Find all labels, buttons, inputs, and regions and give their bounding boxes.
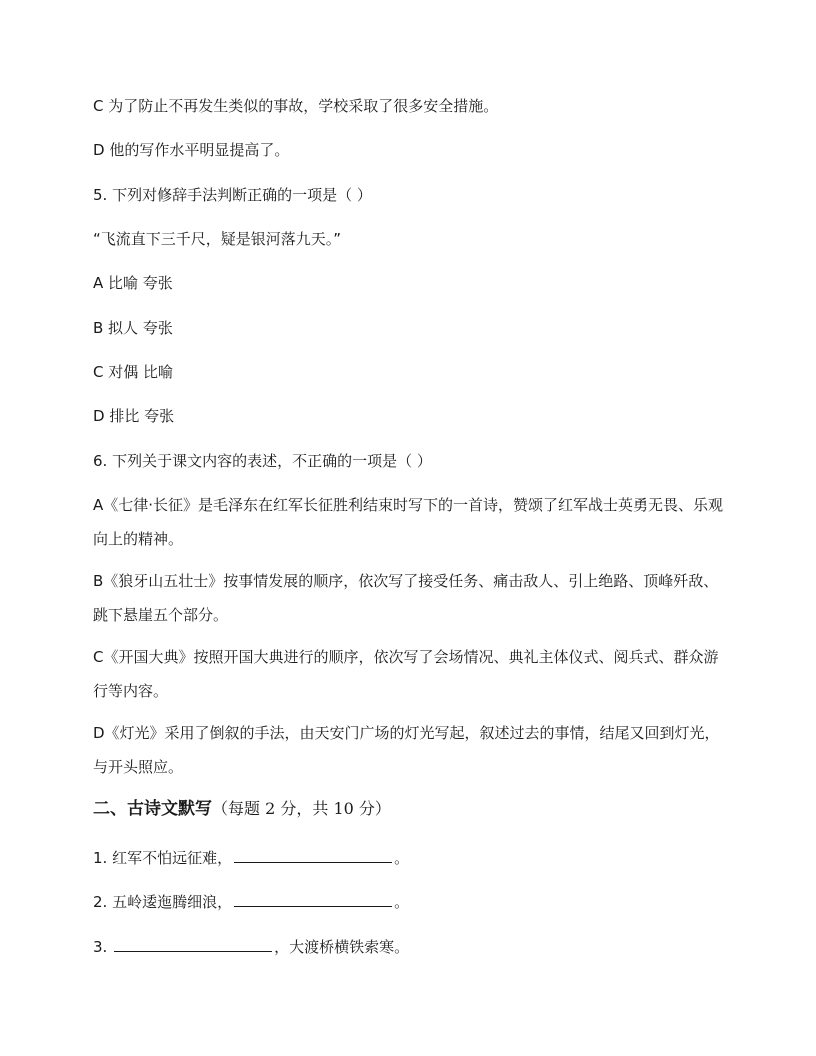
- q6-prompt: 6. 下列关于课文内容的表述，不正确的一项是（ ）: [93, 452, 432, 470]
- q5-option-d: D 排比 夸张: [93, 407, 175, 425]
- fill-q2-blank[interactable]: [234, 892, 392, 907]
- q5-option-c: C 对偶 比喻: [93, 363, 174, 381]
- q5-option-b: B 拟人 夸张: [93, 319, 173, 337]
- fill-q3: [93, 937, 733, 957]
- fill-q1-end: 。: [394, 849, 410, 867]
- fill-q1-blank[interactable]: [234, 848, 392, 863]
- fill-q1: [93, 848, 733, 868]
- q6-option-d: D《灯光》采用了倒叙的手法，由天安门广场的灯光写起，叙述过去的事情，结尾又回到灯光，与开头照应。: [93, 724, 720, 776]
- fill-q1-text: 1. 红军不怕远征难，: [93, 849, 233, 867]
- section-2-note: （每题 2 分，共 10 分）: [212, 799, 391, 818]
- q5-option-a: A 比喻 夸张: [93, 274, 173, 292]
- q6-option-c: C《开国大典》按照开国大典进行的顺序，依次写了会场情况、典礼主体仪式、阅兵式、群众游行等内容。: [93, 648, 719, 700]
- fill-q2-end: 。: [394, 893, 410, 911]
- q4-option-d: D 他的写作水平明显提高了。: [93, 141, 290, 159]
- q6-option-a: A《七律·长征》是毛泽东在红军长征胜利结束时写下的一首诗，赞颂了红军战士英勇无畏、乐观向上的精神。: [93, 496, 724, 548]
- fill-q3-blank[interactable]: [114, 937, 272, 952]
- q4-option-c: C 为了防止不再发生类似的事故，学校采取了很多安全措施。: [93, 97, 499, 115]
- section-2-heading: [93, 798, 733, 820]
- q5-prompt: 5. 下列对修辞手法判断正确的一项是（ ）: [93, 186, 372, 204]
- fill-q2-text: 2. 五岭逶迤腾细浪，: [93, 893, 233, 911]
- section-2-title: 二、古诗文默写: [93, 799, 212, 819]
- fill-q3-number: 3.: [93, 938, 113, 956]
- fill-q3-text: ，大渡桥横铁索寒。: [274, 938, 410, 956]
- q6-option-b: B《狼牙山五壮士》按事情发展的顺序，依次写了接受任务、痛击敌人、引上绝路、顶峰歼敌、跳下悬崖五个部分。: [93, 572, 719, 624]
- fill-q2: [93, 892, 733, 912]
- q5-quote: “飞流直下三千尺，疑是银河落九天。”: [93, 230, 342, 248]
